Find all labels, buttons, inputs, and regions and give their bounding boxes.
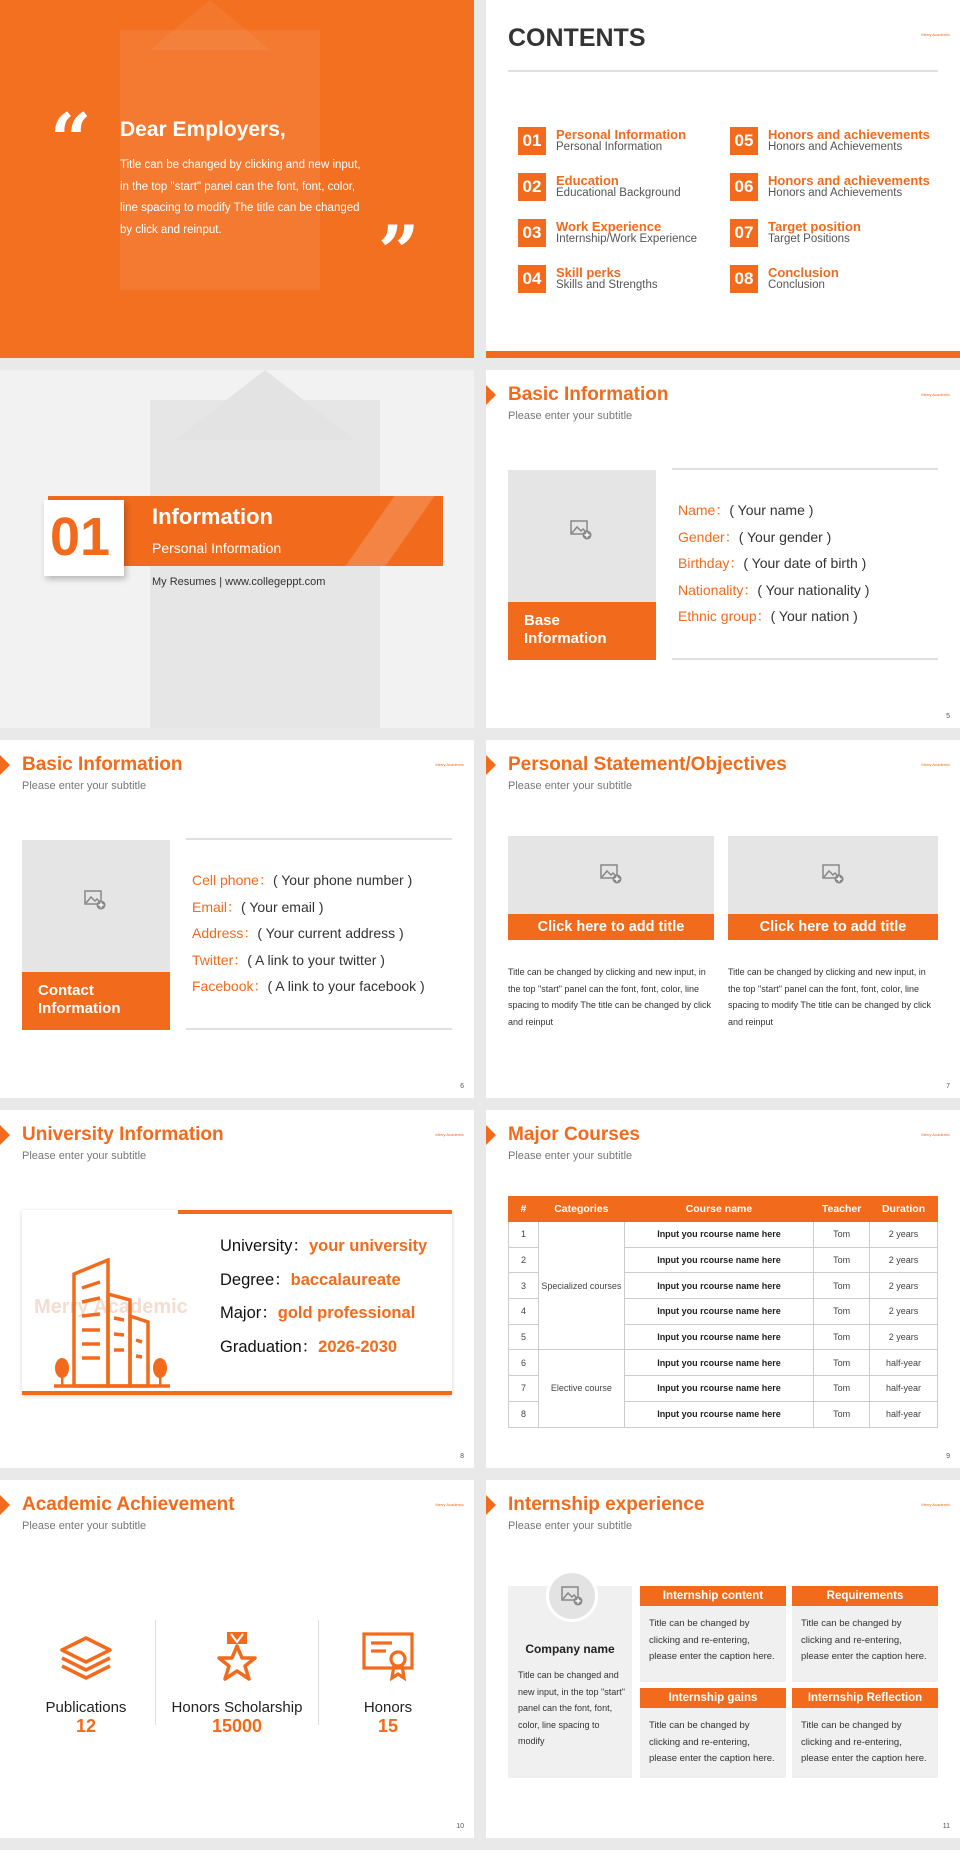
slide-subtitle: Please enter your subtitle xyxy=(22,1150,147,1162)
contents-bottom-bar xyxy=(486,351,960,358)
header-arrow-icon xyxy=(486,755,496,775)
books-icon xyxy=(56,1630,116,1682)
slide-body: Title can be changed by clicking and new input, in the top "start" panel can the font, font, color, line spacing to modify The title can be changed by click and reinput. xyxy=(120,159,361,236)
card-text: Title can be changed by clicking and new input, in the top "start" panel can the font, font, color, line spacing to modify The title can be changed by click and reinput xyxy=(508,967,711,1027)
card-header: Internship content xyxy=(640,1586,786,1606)
row-number: 5 xyxy=(509,1324,539,1350)
toc-title: Education xyxy=(556,173,619,188)
info-line xyxy=(192,947,425,974)
page-number: 10 xyxy=(456,1823,464,1830)
toc-subtitle: Honors and Achievements xyxy=(768,187,903,199)
toc-title: Target position xyxy=(768,219,861,234)
brand-tag: Merry Academic xyxy=(435,1502,464,1507)
slide-contact-information xyxy=(0,740,474,1098)
table-header-cell: Teacher xyxy=(814,1197,870,1222)
achievement-scholarship xyxy=(167,1630,307,1737)
brand-tag: Merry Academic xyxy=(435,762,464,767)
duration-cell: 2 years xyxy=(870,1222,938,1248)
table-header-row xyxy=(509,1197,938,1222)
toc-subtitle: Honors and Achievements xyxy=(768,141,903,153)
slide-subtitle: Please enter your subtitle xyxy=(508,780,633,792)
info-line xyxy=(192,973,425,1000)
slide-academic-achievement xyxy=(0,1480,474,1838)
building-icon xyxy=(52,1258,172,1390)
slide-basic-information xyxy=(486,370,960,728)
slide-subtitle: Please enter your subtitle xyxy=(508,410,633,422)
row-number: 3 xyxy=(509,1273,539,1299)
toc-number: 07 xyxy=(730,219,758,247)
info-line xyxy=(220,1331,427,1365)
info-line xyxy=(678,524,869,551)
achievement-label: Honors Scholarship xyxy=(171,1699,303,1716)
card-header: Requirements xyxy=(792,1586,938,1606)
category-cell: Elective course xyxy=(538,1350,624,1427)
page-number: 7 xyxy=(946,1083,950,1090)
medal-icon xyxy=(207,1630,267,1682)
internship-card xyxy=(640,1586,786,1682)
row-number: 2 xyxy=(509,1247,539,1273)
info-key: Degree： xyxy=(220,1270,291,1289)
slide-title: Academic Achievement xyxy=(22,1494,235,1515)
info-key: Twitter： xyxy=(192,951,248,968)
page-number: 6 xyxy=(460,1083,464,1090)
add-image-icon xyxy=(84,890,106,910)
teacher-cell: Tom xyxy=(814,1273,870,1299)
image-placeholder[interactable] xyxy=(508,470,656,602)
info-key: Graduation： xyxy=(220,1337,319,1356)
page-number: 5 xyxy=(946,713,950,720)
header-arrow-icon xyxy=(0,1125,10,1145)
achievement-value: 15 xyxy=(377,1716,399,1736)
header-arrow-icon xyxy=(486,1495,496,1515)
info-key: Facebook： xyxy=(192,978,268,994)
info-value[interactable]: ( A link to your twitter ) xyxy=(247,951,385,968)
row-number: 7 xyxy=(509,1376,539,1402)
contents-divider xyxy=(508,70,938,72)
toc-number: 01 xyxy=(518,127,546,155)
info-key: Address： xyxy=(192,925,258,941)
toc-subtitle: Internship/Work Experience xyxy=(556,233,698,245)
category-cell: Specialized courses xyxy=(538,1222,624,1350)
page-number: 11 xyxy=(942,1823,950,1830)
background-roof xyxy=(150,0,270,50)
toc-title: Skill perks xyxy=(556,265,622,280)
card-title-button[interactable]: Click here to add title xyxy=(728,914,938,940)
slide-subtitle: Please enter your subtitle xyxy=(508,1520,633,1532)
table-header-cell: Course name xyxy=(624,1197,813,1222)
brand-tag: Merry Academic xyxy=(435,1132,464,1137)
section-title: Information xyxy=(152,504,273,529)
card-bottom-bar xyxy=(22,1391,452,1395)
row-number: 8 xyxy=(509,1401,539,1427)
toc-number: 08 xyxy=(730,265,758,293)
course-name-cell[interactable]: Input you rcourse name here xyxy=(624,1299,813,1325)
slide-title: Personal Statement/Objectives xyxy=(508,754,787,775)
toc-subtitle: Conclusion xyxy=(768,279,825,291)
internship-card xyxy=(792,1688,938,1778)
toc-number: 06 xyxy=(730,173,758,201)
certificate-icon xyxy=(358,1630,418,1682)
slide-subtitle: Please enter your subtitle xyxy=(22,1520,147,1532)
course-name-cell[interactable]: Input you rcourse name here xyxy=(624,1401,813,1427)
card-top-bar xyxy=(178,1210,452,1214)
slide-title: Major Courses xyxy=(508,1124,640,1145)
section-number: 01 xyxy=(50,507,111,567)
box-label: Contact Information xyxy=(22,972,170,1030)
slide-subtitle: Please enter your subtitle xyxy=(22,780,147,792)
info-value[interactable]: ( Your gender ) xyxy=(738,528,832,545)
toc-number: 02 xyxy=(518,173,546,201)
watermark: Merry Academic xyxy=(34,1296,188,1318)
info-key: Name： xyxy=(678,502,730,518)
toc-subtitle: Skills and Strengths xyxy=(556,279,658,291)
achievement-label: Honors xyxy=(363,1699,413,1716)
toc-title: Personal Information xyxy=(556,127,687,142)
info-key: Nationality： xyxy=(678,581,758,598)
section-subtitle: Personal Information xyxy=(152,540,282,556)
top-divider xyxy=(672,468,938,470)
info-line xyxy=(192,894,425,921)
teacher-cell: Tom xyxy=(814,1376,870,1402)
teacher-cell: Tom xyxy=(814,1247,870,1273)
slide-title: University Information xyxy=(22,1124,224,1145)
info-line xyxy=(220,1264,427,1298)
info-value[interactable]: gold professional xyxy=(277,1304,416,1322)
brand-tag: Merry Academic xyxy=(921,1132,950,1137)
box-label: Base Information xyxy=(508,602,656,660)
teacher-cell: Tom xyxy=(814,1324,870,1350)
slide-section-info xyxy=(0,370,474,728)
table-header-cell: # xyxy=(509,1197,539,1222)
add-image-icon xyxy=(561,1586,583,1606)
toc-number: 03 xyxy=(518,219,546,247)
duration-cell: 2 years xyxy=(870,1247,938,1273)
course-name-cell[interactable]: Input you rcourse name here xyxy=(624,1247,813,1273)
toc-title: Honors and achievements xyxy=(768,173,930,188)
info-value[interactable]: ( Your phone number ) xyxy=(272,872,413,888)
course-name-cell[interactable]: Input you rcourse name here xyxy=(624,1324,813,1350)
info-line xyxy=(192,920,425,947)
add-image-icon xyxy=(822,864,844,884)
info-line xyxy=(192,867,425,894)
header-arrow-icon xyxy=(0,755,10,775)
info-line xyxy=(678,577,869,604)
add-image-icon xyxy=(570,520,592,540)
achievement-label: Publications xyxy=(45,1699,127,1716)
info-line xyxy=(678,497,869,524)
toc-title: Honors and achievements xyxy=(768,127,930,142)
info-key: Email： xyxy=(192,898,242,915)
table-row xyxy=(509,1222,938,1248)
teacher-cell: Tom xyxy=(814,1401,870,1427)
toc-subtitle: Personal Information xyxy=(556,141,663,153)
background-roof xyxy=(175,370,355,440)
row-number: 1 xyxy=(509,1222,539,1248)
image-placeholder[interactable] xyxy=(22,840,170,972)
slide-title: Dear Employers, xyxy=(120,118,286,141)
info-list xyxy=(678,497,869,630)
course-table xyxy=(508,1196,938,1428)
page-number: 9 xyxy=(946,1453,950,1460)
card-text: Title can be changed by clicking and re-entering, please enter the caption here. xyxy=(801,1618,927,1662)
teacher-cell: Tom xyxy=(814,1299,870,1325)
duration-cell: half-year xyxy=(870,1350,938,1376)
brand-tag: Merry Academic xyxy=(921,762,950,767)
info-key: Cell phone： xyxy=(192,872,273,888)
card-text: Title can be changed by clicking and re-entering, please enter the caption here. xyxy=(801,1720,927,1764)
duration-cell: half-year xyxy=(870,1401,938,1427)
header-arrow-icon xyxy=(0,1495,10,1515)
course-name-cell[interactable]: Input you rcourse name here xyxy=(624,1350,813,1376)
achievement-honors xyxy=(318,1630,458,1737)
duration-cell: half-year xyxy=(870,1376,938,1402)
achievement-publications xyxy=(16,1630,156,1737)
brand-tag: Merry Academic xyxy=(921,32,950,37)
company-logo-placeholder[interactable] xyxy=(546,1570,598,1622)
toc-subtitle: Educational Background xyxy=(556,187,681,199)
course-name-cell[interactable]: Input you rcourse name here xyxy=(624,1222,813,1248)
contents-title: CONTENTS xyxy=(508,24,646,52)
slide-dear-employers xyxy=(0,0,474,358)
row-number: 6 xyxy=(509,1350,539,1376)
close-quote-icon: ” xyxy=(378,209,420,294)
brand-tag: Merry Academic xyxy=(921,1502,950,1507)
bottom-divider xyxy=(186,1028,452,1030)
info-line xyxy=(678,550,869,577)
info-key: Ethnic group： xyxy=(678,608,771,624)
table-row xyxy=(509,1350,938,1376)
slide-title: Basic Information xyxy=(22,754,183,775)
image-placeholder[interactable] xyxy=(508,836,714,914)
course-name-cell[interactable]: Input you rcourse name here xyxy=(624,1376,813,1402)
toc-subtitle: Target Positions xyxy=(768,233,850,245)
info-line xyxy=(678,603,869,630)
toc-title: Conclusion xyxy=(768,265,839,280)
slide-title: Internship experience xyxy=(508,1494,705,1515)
slide-internship-experience xyxy=(486,1480,960,1838)
card-title-button[interactable]: Click here to add title xyxy=(508,914,714,940)
add-image-icon xyxy=(600,864,622,884)
internship-card xyxy=(640,1688,786,1778)
company-text: Title can be changed and new input, in the top "start" panel can the font, font, color, line spacing to modify xyxy=(518,1670,625,1746)
slide-contents xyxy=(486,0,960,358)
course-name-cell[interactable]: Input you rcourse name here xyxy=(624,1273,813,1299)
row-number: 4 xyxy=(509,1299,539,1325)
bottom-divider xyxy=(672,658,938,660)
brand-tag: Merry Academic xyxy=(921,392,950,397)
duration-cell: 2 years xyxy=(870,1273,938,1299)
info-value[interactable]: ( A link to your facebook ) xyxy=(267,978,425,994)
open-quote-icon: “ xyxy=(50,97,92,182)
slide-subtitle: Please enter your subtitle xyxy=(508,1150,633,1162)
info-key: University： xyxy=(220,1237,309,1255)
duration-cell: 2 years xyxy=(870,1299,938,1325)
image-placeholder[interactable] xyxy=(728,836,938,914)
slide-university-information xyxy=(0,1110,474,1468)
info-key: Birthday： xyxy=(678,555,744,571)
toc-title: Work Experience xyxy=(556,219,662,234)
info-list xyxy=(220,1230,427,1364)
toc-number: 05 xyxy=(730,127,758,155)
teacher-cell: Tom xyxy=(814,1350,870,1376)
card-text: Title can be changed by clicking and re-entering, please enter the caption here. xyxy=(649,1720,775,1764)
achievement-value: 12 xyxy=(75,1716,97,1736)
page-number: 8 xyxy=(460,1453,464,1460)
info-value[interactable]: ( Your nation ) xyxy=(770,608,858,624)
slide-personal-statement xyxy=(486,740,960,1098)
teacher-cell: Tom xyxy=(814,1222,870,1248)
info-key: Gender： xyxy=(678,528,739,545)
info-value[interactable]: ( Your current address ) xyxy=(257,925,404,941)
duration-cell: 2 years xyxy=(870,1324,938,1350)
info-value[interactable]: ( Your date of birth ) xyxy=(743,555,867,571)
achievement-value: 15000 xyxy=(211,1716,263,1736)
info-line xyxy=(220,1230,427,1264)
toc-number: 04 xyxy=(518,265,546,293)
header-arrow-icon xyxy=(486,385,496,405)
section-footer: My Resumes | www.collegeppt.com xyxy=(152,576,326,588)
table-header-cell: Categories xyxy=(538,1197,624,1222)
internship-card xyxy=(792,1586,938,1682)
slide-title: Basic Information xyxy=(508,384,669,405)
header-arrow-icon xyxy=(486,1125,496,1145)
info-value[interactable]: ( Your name ) xyxy=(729,502,814,518)
card-text: Title can be changed by clicking and re-entering, please enter the caption here. xyxy=(649,1618,775,1662)
info-value[interactable]: ( Your email ) xyxy=(241,898,324,915)
card-text: Title can be changed by clicking and new input, in the top "start" panel can the font, font, color, line spacing to modify The title can be changed by click and reinput xyxy=(728,967,931,1027)
info-value[interactable]: 2026-2030 xyxy=(318,1337,398,1356)
card-header: Internship gains xyxy=(640,1688,786,1708)
top-divider xyxy=(186,838,452,840)
slide-major-courses xyxy=(486,1110,960,1468)
info-value[interactable]: baccalaureate xyxy=(290,1270,401,1289)
table-header-cell: Duration xyxy=(870,1197,938,1222)
info-line xyxy=(220,1297,427,1331)
card-header: Internship Reflection xyxy=(792,1688,938,1708)
info-list xyxy=(192,867,425,1000)
info-key: Major： xyxy=(220,1304,278,1322)
info-value[interactable]: ( Your nationality ) xyxy=(757,581,870,598)
info-value[interactable]: your university xyxy=(308,1237,428,1255)
company-name: Company name xyxy=(525,1642,615,1656)
